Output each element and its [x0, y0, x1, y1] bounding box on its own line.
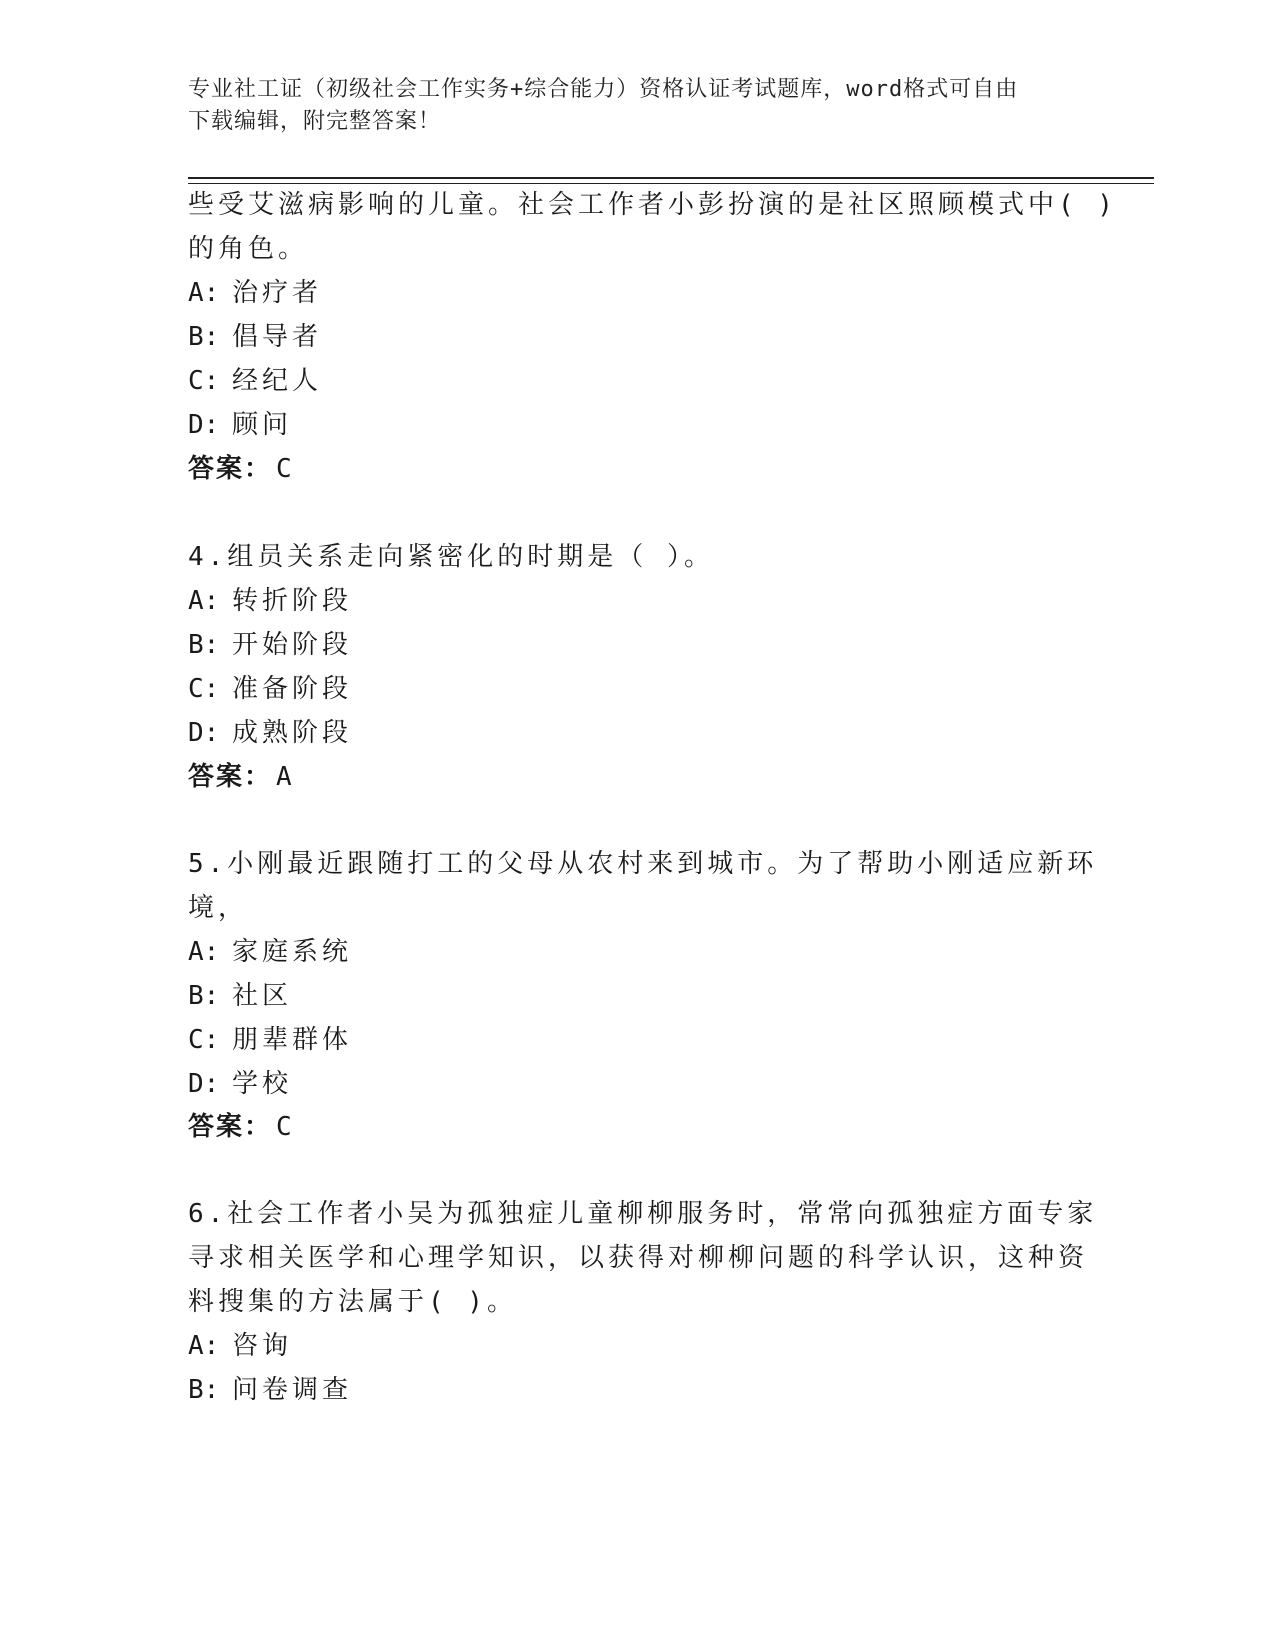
- q6-stem-line-2: 寻求相关医学和心理学知识，以获得对柳柳问题的科学认识，这种资: [188, 1243, 1089, 1273]
- q6-option-b: B: 问卷调查: [188, 1375, 353, 1405]
- q5-stem-line-1: 5.小刚最近跟随打工的父母从农村来到城市。为了帮助小刚适应新环: [188, 849, 1098, 879]
- q6-stem-line-1: 6.社会工作者小吴为孤独症儿童柳柳服务时，常常向孤独症方面专家: [188, 1199, 1098, 1229]
- q3-option-a: A: 治疗者: [188, 278, 323, 308]
- document-header: [188, 74, 1088, 138]
- q4-option-a: A: 转折阶段: [188, 586, 353, 616]
- q6-stem-line-3: 料搜集的方法属于( )。: [188, 1287, 517, 1317]
- q5-option-c: C: 朋辈群体: [188, 1025, 353, 1055]
- q4-option-d: D: 成熟阶段: [188, 718, 353, 748]
- q5-stem-line-2: 境，: [188, 893, 249, 923]
- q4-stem-line-1: 4.组员关系走向紧密化的时期是（ ）。: [188, 542, 714, 572]
- q3-option-c: C: 经纪人: [188, 366, 323, 396]
- q4-option-b: B: 开始阶段: [188, 630, 353, 660]
- header-rule-thick: [188, 177, 1154, 179]
- q3-option-b: B: 倡导者: [188, 322, 323, 352]
- q3-answer: 答案： C: [188, 454, 292, 484]
- q3-option-d: D: 顾问: [188, 410, 293, 440]
- q5-option-d: D: 学校: [188, 1069, 293, 1099]
- q4-answer: 答案： A: [188, 762, 292, 792]
- q3-stem-line-2: 的角色。: [188, 234, 309, 264]
- q6-option-a: A: 咨询: [188, 1331, 293, 1361]
- header-line-2: 下载编辑，附完整答案！: [188, 109, 442, 134]
- header-line-1: 专业社工证（初级社会工作实务+综合能力）资格认证考试题库，word格式可自由: [188, 77, 1019, 102]
- q5-answer: 答案： C: [188, 1112, 292, 1142]
- q3-stem-line-1: 些受艾滋病影响的儿童。社会工作者小彭扮演的是社区照顾模式中( ): [188, 190, 1117, 220]
- q4-option-c: C: 准备阶段: [188, 674, 353, 704]
- q5-option-b: B: 社区: [188, 981, 293, 1011]
- q5-option-a: A: 家庭系统: [188, 937, 353, 967]
